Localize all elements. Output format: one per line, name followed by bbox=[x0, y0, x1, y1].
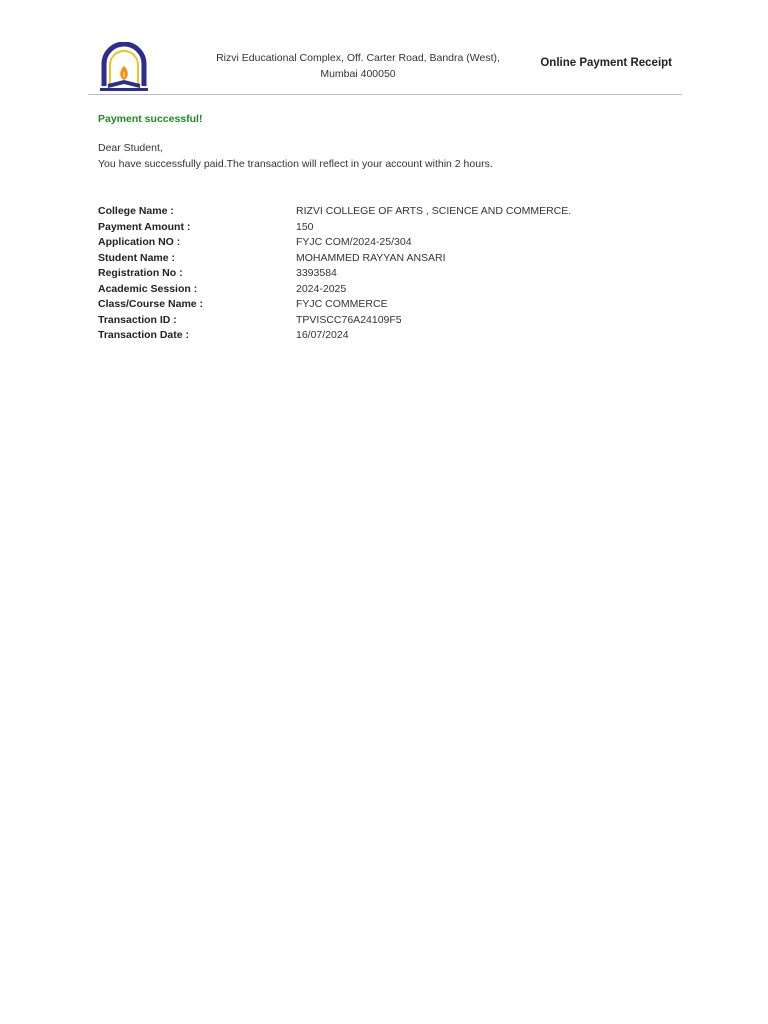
table-row bbox=[98, 251, 658, 267]
detail-label: Registration No : bbox=[98, 267, 183, 279]
table-row bbox=[98, 313, 658, 329]
detail-label: Transaction Date : bbox=[98, 329, 190, 341]
detail-value: 150 bbox=[296, 220, 314, 233]
table-row bbox=[98, 220, 658, 236]
detail-label: Student Name : bbox=[98, 251, 176, 264]
detail-value: 3393584 bbox=[296, 267, 337, 279]
detail-value: TPVISCC76A24109F5 bbox=[296, 313, 402, 326]
payment-message bbox=[98, 141, 493, 172]
message-body: You have successfully paid.The transaction will reflect in your account within 2 hours. bbox=[98, 157, 493, 170]
detail-value: 16/07/2024 bbox=[296, 329, 349, 341]
detail-label: Transaction ID : bbox=[98, 313, 177, 326]
table-row bbox=[98, 204, 658, 220]
receipt-header bbox=[88, 38, 682, 95]
greeting-text: Dear Student, bbox=[98, 142, 163, 154]
detail-label: Academic Session : bbox=[98, 282, 198, 295]
detail-value: MOHAMMED RAYYAN ANSARI bbox=[296, 251, 446, 264]
detail-value: FYJC COM/2024-25/304 bbox=[296, 236, 412, 248]
detail-label: College Name : bbox=[98, 205, 174, 217]
detail-label: Application NO : bbox=[98, 236, 181, 248]
college-address bbox=[198, 50, 518, 82]
college-logo-icon bbox=[96, 42, 152, 94]
address-line-1: Rizvi Educational Complex, Off. Carter Road, Bandra (West), bbox=[216, 52, 500, 64]
table-row bbox=[98, 235, 658, 251]
detail-value: FYJC COMMERCE bbox=[296, 298, 388, 310]
table-row bbox=[98, 297, 658, 313]
payment-details-table bbox=[98, 204, 658, 344]
table-row bbox=[98, 266, 658, 282]
detail-label: Class/Course Name : bbox=[98, 298, 204, 310]
table-row bbox=[98, 328, 658, 344]
payment-status: Payment successful! bbox=[98, 113, 203, 125]
receipt-title: Online Payment Receipt bbox=[540, 57, 672, 69]
detail-value: 2024-2025 bbox=[296, 282, 347, 295]
address-line-2: Mumbai 400050 bbox=[320, 68, 396, 80]
detail-label: Payment Amount : bbox=[98, 220, 191, 233]
detail-value: RIZVI COLLEGE OF ARTS , SCIENCE AND COMMERCE. bbox=[296, 205, 572, 217]
table-row bbox=[98, 282, 658, 298]
